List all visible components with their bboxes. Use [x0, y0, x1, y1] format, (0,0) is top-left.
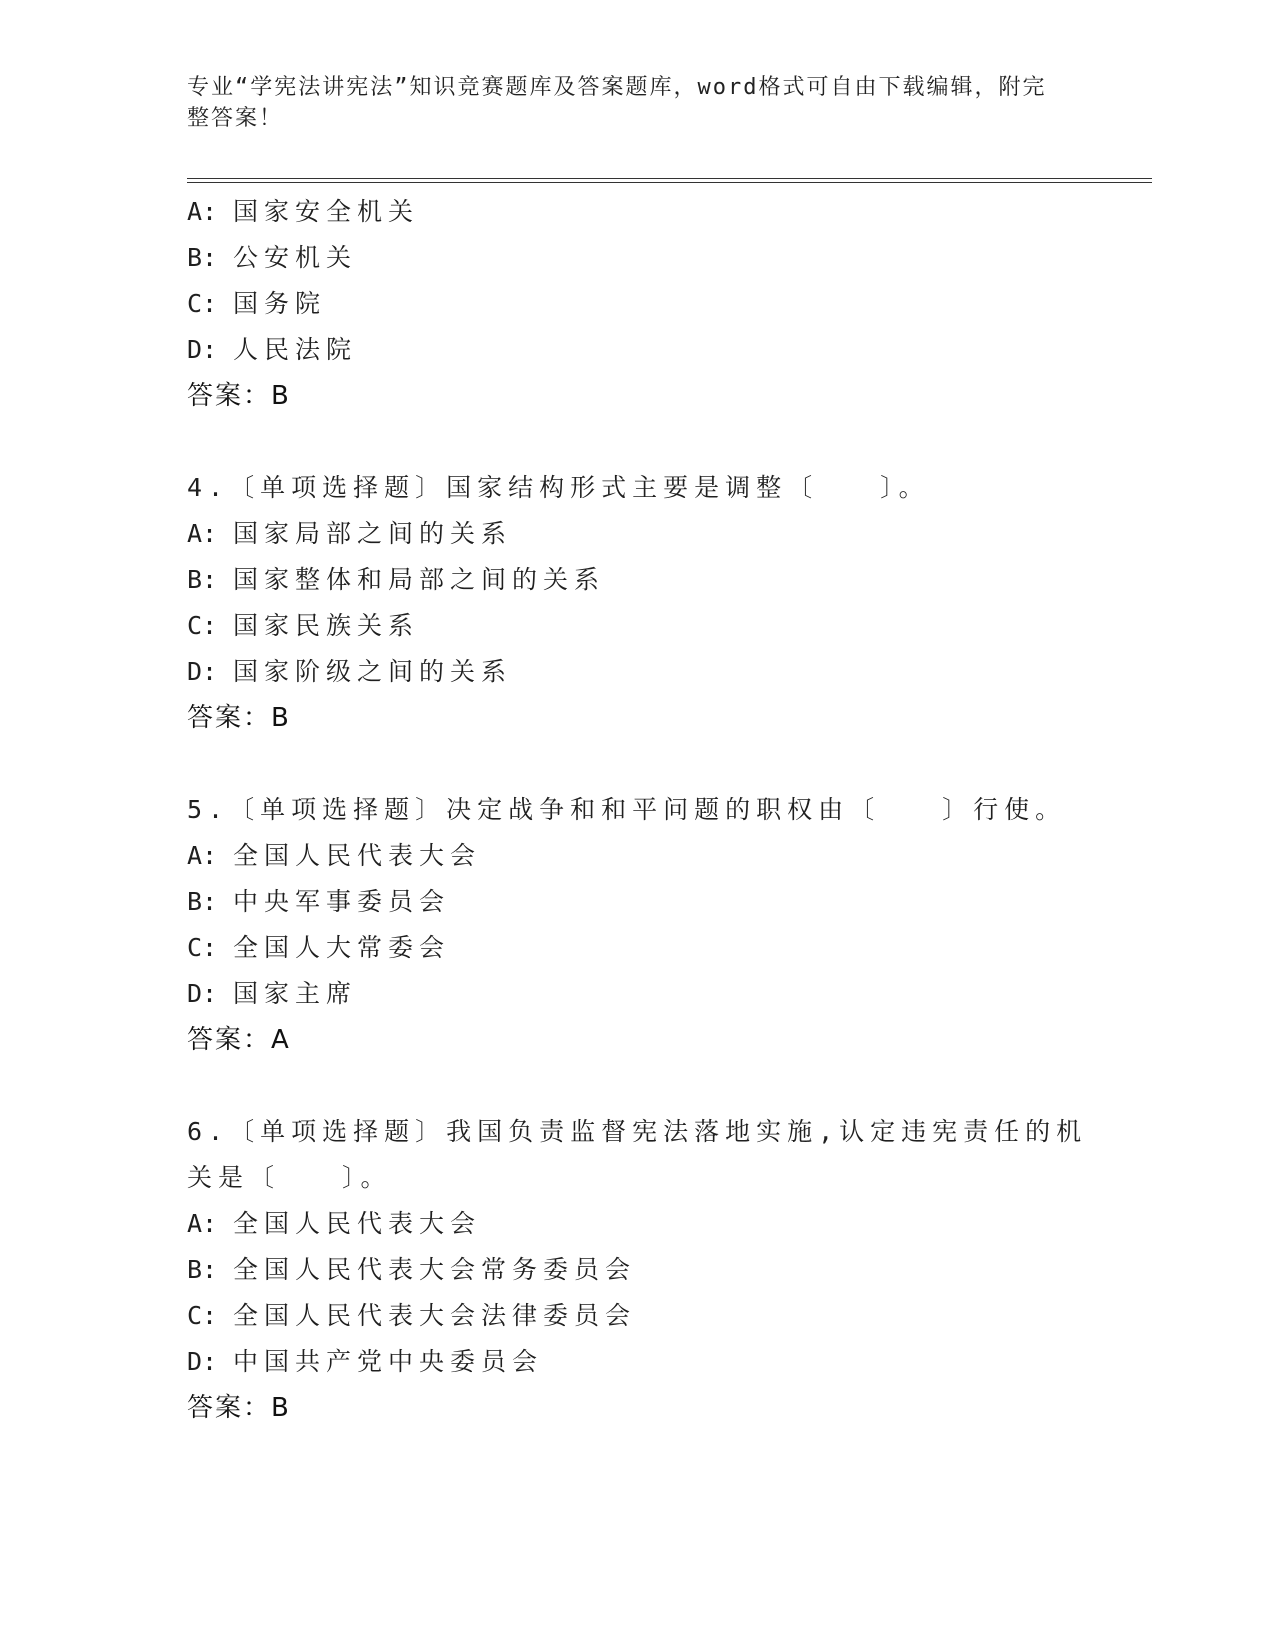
- option-text: 国家安全机关: [233, 197, 420, 226]
- question-block-3: [187, 189, 1117, 419]
- option-text: 中国共产党中央委员会: [233, 1347, 544, 1376]
- option-b: [187, 235, 1117, 281]
- option-b: [187, 1247, 1117, 1293]
- answer-line: 答案：B: [187, 381, 291, 411]
- option-letter: A:: [187, 197, 218, 226]
- option-a: [187, 189, 1117, 235]
- option-a: [187, 833, 1117, 879]
- option-letter: D:: [187, 979, 218, 1008]
- option-letter: C:: [187, 1301, 218, 1330]
- header-divider-top: [187, 178, 1152, 179]
- option-text: 国家整体和局部之间的关系: [233, 565, 606, 594]
- question-stem: 5.〔单项选择题〕决定战争和和平问题的职权由〔 〕行使。: [187, 795, 1067, 824]
- header-divider-bottom: [187, 182, 1152, 183]
- option-text: 公安机关: [233, 243, 358, 272]
- option-a: [187, 511, 1117, 557]
- option-text: 全国人民代表大会法律委员会: [233, 1301, 637, 1330]
- option-letter: A:: [187, 841, 218, 870]
- option-d: [187, 327, 1117, 373]
- question-block-6: [187, 1109, 1117, 1431]
- option-letter: D:: [187, 657, 218, 686]
- option-b: [187, 879, 1117, 925]
- option-a: [187, 1201, 1117, 1247]
- option-d: [187, 649, 1117, 695]
- header-title: 专业“学宪法讲宪法”知识竞赛题库及答案题库，word格式可自由下载编辑，附完整答案！: [187, 75, 1047, 131]
- answer-line: 答案：A: [187, 1025, 291, 1055]
- option-letter: A:: [187, 519, 218, 548]
- option-text: 国家民族关系: [233, 611, 420, 640]
- option-text: 中央军事委员会: [233, 887, 451, 916]
- option-letter: B:: [187, 565, 218, 594]
- option-b: [187, 557, 1117, 603]
- question-block-4: [187, 465, 1117, 741]
- option-c: [187, 925, 1117, 971]
- option-d: [187, 971, 1117, 1017]
- option-text: 国家局部之间的关系: [233, 519, 513, 548]
- option-letter: C:: [187, 611, 218, 640]
- option-letter: B:: [187, 243, 218, 272]
- option-text: 国家阶级之间的关系: [233, 657, 513, 686]
- option-text: 全国人民代表大会: [233, 841, 482, 870]
- option-c: [187, 1293, 1117, 1339]
- option-text: 国务院: [233, 289, 327, 318]
- option-text: 全国人民代表大会常务委员会: [233, 1255, 637, 1284]
- option-letter: D:: [187, 335, 218, 364]
- answer-line: 答案：B: [187, 703, 291, 733]
- option-c: [187, 603, 1117, 649]
- question-stem: 6.〔单项选择题〕我国负责监督宪法落地实施,认定违宪责任的机关是〔 〕。: [187, 1117, 1088, 1192]
- option-text: 国家主席: [233, 979, 358, 1008]
- question-stem: 4.〔单项选择题〕国家结构形式主要是调整〔 〕。: [187, 473, 930, 502]
- option-letter: C:: [187, 933, 218, 962]
- question-block-5: [187, 787, 1117, 1063]
- option-text: 全国人民代表大会: [233, 1209, 482, 1238]
- option-letter: B:: [187, 887, 218, 916]
- option-letter: C:: [187, 289, 218, 318]
- question-list: [187, 189, 1117, 1431]
- option-letter: B:: [187, 1255, 218, 1284]
- option-letter: D:: [187, 1347, 218, 1376]
- option-d: [187, 1339, 1117, 1385]
- document-header: [187, 72, 1067, 134]
- option-text: 全国人大常委会: [233, 933, 451, 962]
- option-text: 人民法院: [233, 335, 358, 364]
- answer-line: 答案：B: [187, 1393, 291, 1423]
- option-c: [187, 281, 1117, 327]
- option-letter: A:: [187, 1209, 218, 1238]
